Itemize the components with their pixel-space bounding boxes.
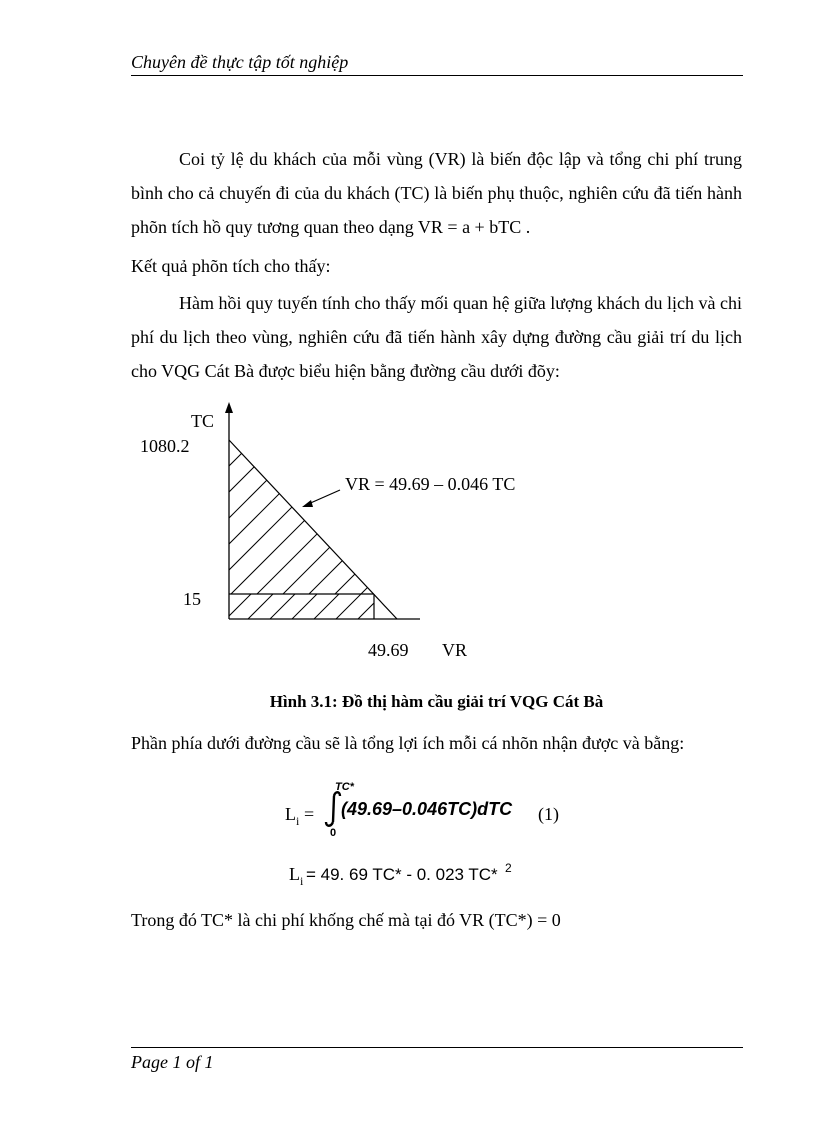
eq1-eq: =	[304, 804, 315, 824]
eq1-upper: TC*	[335, 781, 354, 793]
eq1-sub: i	[296, 814, 300, 828]
paragraph-2: Kết quả phõn tích cho thấy:	[131, 256, 331, 276]
paragraph-4: Phần phía dưới đường cầu sẽ là tổng lợi ích mỗi cá nhõn nhận được và bằng:	[131, 733, 685, 753]
equation-label: VR = 49.69 – 0.046 TC	[345, 474, 516, 494]
eq1-lhs: L	[285, 804, 296, 824]
x-axis-label: VR	[442, 640, 468, 660]
paragraph-1: Coi tỷ lệ du khách của mỗi vùng (VR) là biến độc lập và tổng chi phí trung bình cho cả chuyến đi của du khách (TC) là biến phụ thuộc, nghiên cứu đã tiến hành phõn tích hồ quy tương quan theo dạng VR = a + bTC .	[131, 149, 742, 237]
x-tick-4969: 49.69	[368, 640, 409, 660]
eq1-number: (1)	[538, 804, 559, 824]
y-axis-label: TC	[191, 411, 215, 431]
footer-divider	[131, 1047, 743, 1048]
paragraph-5: Trong đó TC* là chi phí khống chế mà tại đó VR (TC*) = 0	[131, 910, 561, 930]
eq2-sub: i	[300, 874, 304, 888]
eq2-rest: = 49. 69 TC* - 0. 023 TC*	[306, 865, 498, 884]
running-header: Chuyên đề thực tập tốt nghiệp	[131, 52, 349, 72]
figure-caption: Hình 3.1: Đồ thị hàm cầu giải trí VQG Cát Bà	[269, 692, 604, 711]
eq2-lhs: L	[289, 864, 300, 884]
eq2-sup: 2	[505, 861, 512, 875]
page-number: Page 1 of 1	[131, 1052, 214, 1072]
y-tick-15: 15	[183, 589, 201, 609]
integral-sign	[326, 792, 340, 826]
y-tick-1080: 1080.2	[140, 436, 190, 456]
eq1-lower: 0	[330, 827, 337, 839]
eq1-integrand: (49.69–0.046TC)dTC	[341, 799, 513, 819]
paragraph-3: Hàm hồi quy tuyến tính cho thấy mối quan hệ giữa lượng khách du lịch và chi phí du lịch theo vùng, nghiên cứu đã tiến hành xây dựng đường cầu giải trí du lịch cho VQG Cát Bà được biểu hiện bằng đường cầu dưới đõy:	[131, 293, 742, 381]
